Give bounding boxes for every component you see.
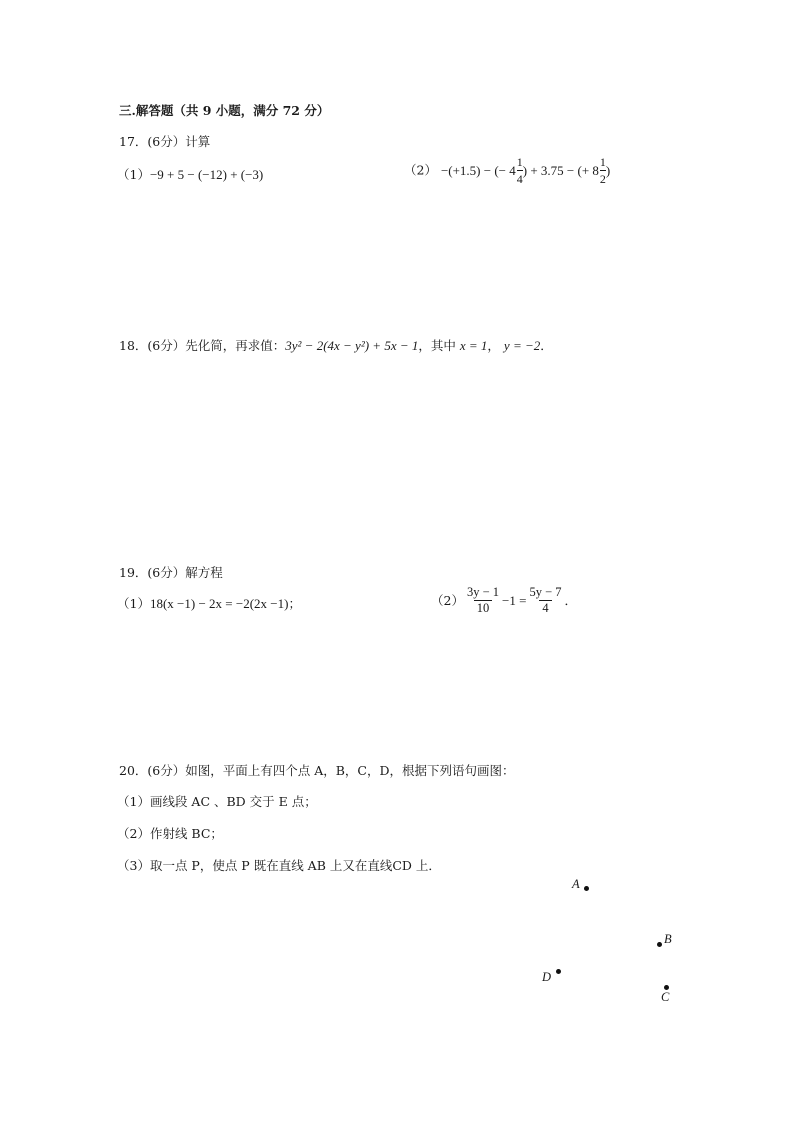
q17-part2	[404, 154, 610, 187]
point-b-label: B	[664, 932, 672, 946]
point-d-label: D	[542, 970, 552, 984]
q19-part2-end: ．	[564, 592, 578, 608]
q17-frac1-den: 4	[516, 172, 523, 186]
q18-question	[119, 338, 553, 354]
q19-header: 19．(6分）解方程	[119, 565, 223, 580]
point-d-dot	[556, 969, 561, 974]
q18-end: ．	[540, 338, 553, 353]
q17-part2-label: （2）	[404, 162, 437, 178]
q17-part2-expression	[441, 154, 610, 187]
q19-part2	[431, 585, 577, 616]
q19-part1-label: （1）	[117, 596, 150, 611]
q17-frac2-num: 1	[599, 155, 606, 169]
q19-part2-fraction-1	[464, 585, 502, 616]
q18-condition-x: x = 1	[459, 338, 488, 353]
q19-frac2-den: 4	[539, 600, 551, 616]
q19-part1-end: ；	[288, 596, 301, 611]
q19-frac1-num: 3y − 1	[466, 585, 500, 599]
q18-header: 18．(6分）先化简，再求值：	[119, 338, 286, 353]
q18-condition-sep: ，	[487, 338, 500, 353]
q18-expression: 3y² − 2(4x − y²) + 5x − 1	[285, 338, 419, 353]
q19-part2-label: （2）	[431, 592, 464, 608]
q19-part2-mid: −1 =	[502, 592, 527, 608]
q17-frac1-num: 1	[516, 155, 523, 169]
section-title: 三.解答题（共 9 小题，满分 72 分）	[119, 103, 330, 118]
point-a-dot	[584, 886, 589, 891]
q17-header: 17．(6分）计算	[119, 134, 211, 149]
point-b-dot	[657, 942, 662, 947]
q20-item-3: （3）取一点 P，使点 P 既在直线 AB 上又在直线CD 上．	[117, 858, 441, 873]
q19-frac2-num: 5y − 7	[529, 585, 562, 599]
q18-condition-y: y = −2	[503, 338, 541, 353]
q17-part1-label: （1）	[117, 167, 150, 182]
q18-condition-prefix: ，其中	[418, 338, 456, 353]
point-a-label: A	[572, 877, 580, 891]
q19-part1-expression: 18(x −1) − 2x = −2(2x −1)	[149, 596, 289, 611]
q17-part2-expr-b: ) + 3.75 − (+ 8	[522, 162, 599, 178]
q20-item-1: （1）画线段 AC 、BD 交于 E 点；	[117, 794, 317, 809]
q19-part2-fraction-2	[526, 585, 564, 616]
q17-frac2-den: 2	[599, 172, 606, 186]
q19-frac1-den: 10	[474, 600, 493, 616]
q20-item-2: （2）作射线 BC；	[117, 826, 223, 841]
q20-header: 20．(6分）如图，平面上有四个点 A，B，C，D，根据下列语句画图：	[119, 763, 515, 778]
q17-part1	[117, 167, 263, 183]
q17-part2-expr-c: )	[605, 162, 611, 178]
point-c-label: C	[661, 990, 670, 1004]
q17-part1-expression: −9 + 5 − (−12) + (−3)	[149, 167, 264, 182]
q19-part1	[117, 596, 301, 612]
q17-part2-expr-a: −(+1.5) − (− 4	[440, 162, 516, 178]
